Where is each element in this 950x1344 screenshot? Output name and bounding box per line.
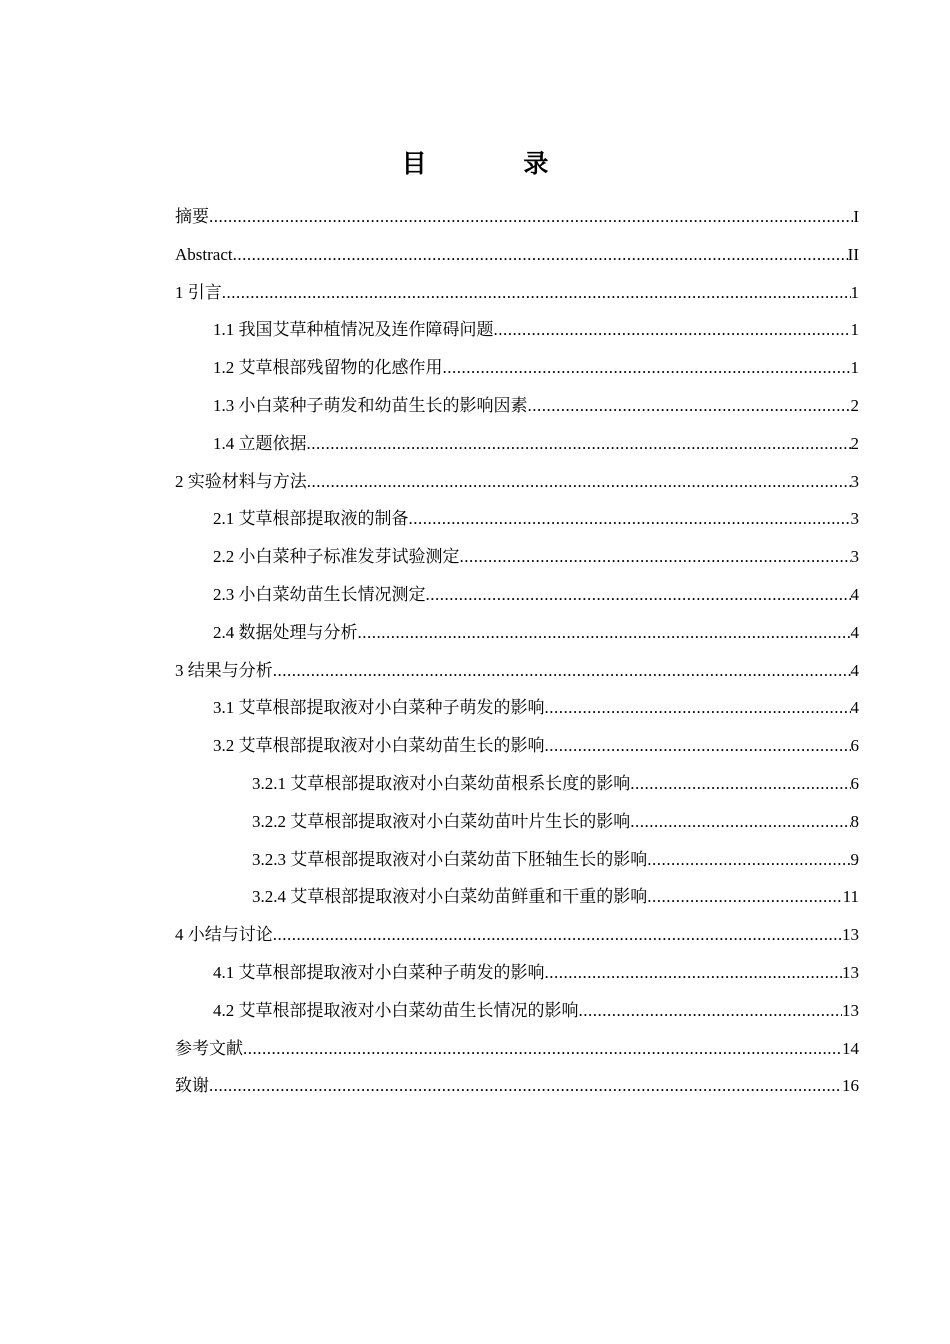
toc-entry-label: 4.1 艾草根部提取液对小白菜种子萌发的影响 bbox=[213, 962, 545, 982]
toc-entry[interactable] bbox=[175, 425, 859, 463]
toc-dot-leader bbox=[307, 463, 851, 501]
toc-title: 目 录 bbox=[401, 149, 593, 178]
toc-entry-page-number: 13 bbox=[842, 925, 859, 945]
toc-dot-leader bbox=[494, 311, 851, 349]
toc-entry-page-number: 3 bbox=[850, 509, 859, 529]
table-of-contents bbox=[175, 198, 859, 1105]
toc-entry[interactable] bbox=[175, 992, 859, 1030]
toc-dot-leader bbox=[545, 689, 851, 727]
toc-entry[interactable] bbox=[175, 500, 859, 538]
toc-entry-label: 摘要 bbox=[175, 207, 209, 226]
toc-entry[interactable] bbox=[175, 916, 859, 954]
toc-dot-leader bbox=[209, 1067, 842, 1105]
toc-entry-page-number: 3 bbox=[850, 471, 859, 491]
toc-entry[interactable] bbox=[175, 274, 859, 312]
toc-entry-label: Abstract bbox=[175, 244, 233, 264]
toc-entry-page-number: I bbox=[853, 207, 859, 226]
toc-entry[interactable] bbox=[175, 198, 859, 236]
toc-dot-leader bbox=[358, 614, 851, 652]
toc-dot-leader bbox=[647, 841, 850, 879]
toc-entry-page-number: 11 bbox=[842, 887, 859, 907]
toc-entry-page-number: 4 bbox=[850, 660, 859, 680]
toc-dot-leader bbox=[647, 878, 842, 916]
toc-entry[interactable] bbox=[175, 614, 859, 652]
toc-entry-label: 3.2 艾草根部提取液对小白菜幼苗生长的影响 bbox=[213, 736, 545, 756]
toc-entry[interactable] bbox=[175, 765, 859, 803]
toc-entry[interactable] bbox=[175, 878, 859, 916]
toc-entry[interactable] bbox=[175, 727, 859, 765]
toc-entry-page-number: 1 bbox=[850, 320, 859, 340]
toc-entry-page-number: II bbox=[847, 244, 859, 264]
toc-entry[interactable] bbox=[175, 652, 859, 690]
toc-dot-leader bbox=[307, 425, 851, 463]
toc-entry-page-number: 6 bbox=[850, 736, 859, 756]
toc-dot-leader bbox=[426, 576, 851, 614]
toc-entry-label: 2 实验材料与方法 bbox=[175, 471, 307, 491]
toc-entry-label: 3.2.2 艾草根部提取液对小白菜幼苗叶片生长的影响 bbox=[252, 811, 631, 831]
toc-dot-leader bbox=[243, 1030, 842, 1068]
toc-entry-label: 1.4 立题依据 bbox=[213, 433, 307, 453]
toc-entry-page-number: 9 bbox=[850, 849, 859, 869]
toc-entry-page-number: 4 bbox=[850, 698, 859, 718]
toc-dot-leader bbox=[233, 236, 848, 274]
toc-entry-page-number: 6 bbox=[850, 773, 859, 793]
toc-dot-leader bbox=[630, 803, 850, 841]
toc-dot-leader bbox=[273, 916, 842, 954]
toc-dot-leader bbox=[630, 765, 850, 803]
toc-entry-label: 2.1 艾草根部提取液的制备 bbox=[213, 509, 409, 529]
toc-entry-label: 3.2.1 艾草根部提取液对小白菜幼苗根系长度的影响 bbox=[252, 773, 631, 793]
toc-entry-label: 4 小结与讨论 bbox=[175, 925, 273, 945]
toc-entry[interactable] bbox=[175, 1067, 859, 1105]
toc-entry-page-number: 13 bbox=[842, 962, 859, 982]
toc-dot-leader bbox=[273, 652, 851, 690]
toc-entry-page-number: 1 bbox=[850, 358, 859, 378]
toc-entry[interactable] bbox=[175, 803, 859, 841]
toc-entry-page-number: 2 bbox=[850, 395, 859, 415]
toc-dot-leader bbox=[209, 198, 853, 236]
toc-entry-label: 2.4 数据处理与分析 bbox=[213, 622, 358, 642]
toc-entry[interactable] bbox=[175, 387, 859, 425]
toc-entry-page-number: 4 bbox=[850, 584, 859, 604]
toc-dot-leader bbox=[545, 954, 843, 992]
toc-dot-leader bbox=[528, 387, 851, 425]
toc-entry-label: 致谢 bbox=[175, 1076, 209, 1096]
toc-entry[interactable] bbox=[175, 538, 859, 576]
toc-entry[interactable] bbox=[175, 311, 859, 349]
toc-entry-label: 参考文献 bbox=[175, 1038, 243, 1058]
toc-entry-page-number: 13 bbox=[842, 1000, 859, 1020]
toc-entry-label: 3.2.3 艾草根部提取液对小白菜幼苗下胚轴生长的影响 bbox=[252, 849, 648, 869]
toc-entry-page-number: 8 bbox=[850, 811, 859, 831]
toc-entry[interactable] bbox=[175, 236, 859, 274]
toc-dot-leader bbox=[222, 274, 851, 312]
toc-dot-leader bbox=[545, 727, 851, 765]
toc-entry-page-number: 4 bbox=[850, 622, 859, 642]
toc-entry-label: 4.2 艾草根部提取液对小白菜幼苗生长情况的影响 bbox=[213, 1000, 579, 1020]
toc-dot-leader bbox=[460, 538, 851, 576]
toc-dot-leader bbox=[409, 500, 851, 538]
toc-entry-label: 3.2.4 艾草根部提取液对小白菜幼苗鲜重和干重的影响 bbox=[252, 887, 648, 907]
toc-entry-page-number: 16 bbox=[842, 1076, 859, 1096]
toc-entry-label: 2.3 小白菜幼苗生长情况测定 bbox=[213, 584, 426, 604]
toc-dot-leader bbox=[443, 349, 851, 387]
toc-entry[interactable] bbox=[175, 689, 859, 727]
toc-entry-label: 1.1 我国艾草种植情况及连作障碍问题 bbox=[213, 320, 494, 340]
toc-entry-page-number: 2 bbox=[850, 433, 859, 453]
toc-entry[interactable] bbox=[175, 349, 859, 387]
toc-entry-label: 1 引言 bbox=[175, 282, 222, 302]
toc-entry-page-number: 3 bbox=[850, 547, 859, 567]
toc-entry-label: 2.2 小白菜种子标准发芽试验测定 bbox=[213, 547, 460, 567]
toc-entry[interactable] bbox=[175, 576, 859, 614]
toc-entry-label: 3 结果与分析 bbox=[175, 660, 273, 680]
toc-entry-page-number: 14 bbox=[842, 1038, 859, 1058]
toc-dot-leader bbox=[579, 992, 843, 1030]
toc-entry[interactable] bbox=[175, 841, 859, 879]
toc-entry[interactable] bbox=[175, 1030, 859, 1068]
toc-entry[interactable] bbox=[175, 954, 859, 992]
toc-entry-page-number: 1 bbox=[850, 282, 859, 302]
toc-entry-label: 1.3 小白菜种子萌发和幼苗生长的影响因素 bbox=[213, 395, 528, 415]
toc-entry-label: 1.2 艾草根部残留物的化感作用 bbox=[213, 358, 443, 378]
toc-entry-label: 3.1 艾草根部提取液对小白菜种子萌发的影响 bbox=[213, 698, 545, 718]
toc-entry[interactable] bbox=[175, 463, 859, 501]
